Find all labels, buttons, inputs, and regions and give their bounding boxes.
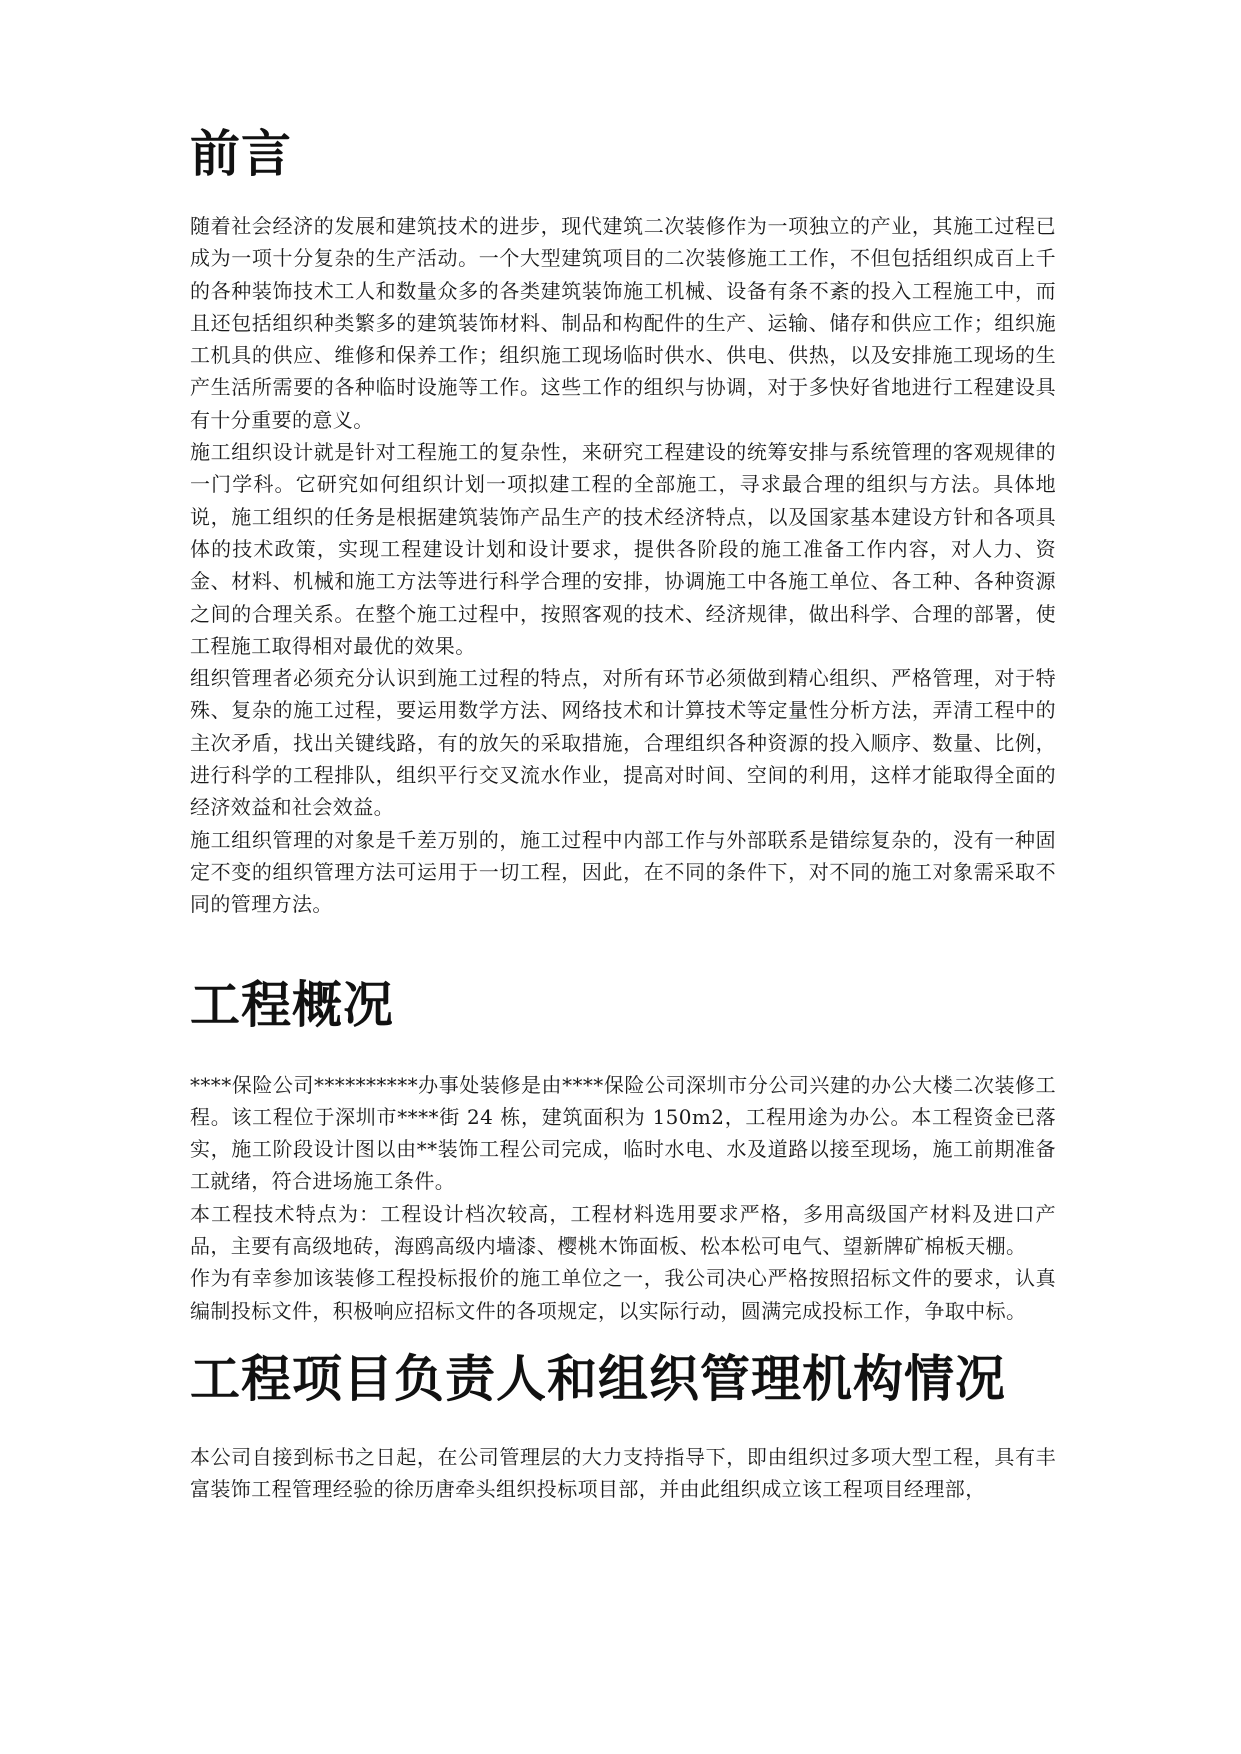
section-heading-project-management: 工程项目负责人和组织管理机构情况 [190, 1349, 1006, 1408]
document-content [190, 122, 1056, 1506]
section-heading-preface: 前言 [190, 125, 292, 183]
section-heading-project-overview: 工程概况 [190, 975, 394, 1034]
management-paragraph-1: 本公司自接到标书之日起，在公司管理层的大力支持指导下，即由组织过多项大型工程，具有丰富装饰工程管理经验的徐历唐牵头组织投标项目部，并由此组织成立该工程项目经理部， [190, 1444, 1056, 1502]
overview-paragraph-2: 本工程技术特点为：工程设计档次较高，工程材料选用要求严格，多用高级国产材料及进口产品，主要有高级地砖，海鸥高级内墙漆、樱桃木饰面板、松本松可电气、望新牌矿棉板天棚。 [190, 1201, 1056, 1259]
preface-paragraph-4: 施工组织管理的对象是千差万别的，施工过程中内部工作与外部联系是错综复杂的，没有一种固定不变的组织管理方法可运用于一切工程，因此，在不同的条件下，对不同的施工对象需采取不同的管理方法。 [190, 827, 1056, 917]
preface-paragraph-3: 组织管理者必须充分认识到施工过程的特点，对所有环节必须做到精心组织、严格管理，对于特殊、复杂的施工过程，要运用数学方法、网络技术和计算技术等定量性分析方法，弄清工程中的主次矛盾，找出关键线路，有的放矢的采取措施，合理组织各种资源的投入顺序、数量、比例，进行科学的工程排队，组织平行交叉流水作业，提高对时间、空间的利用，这样才能取得全面的经济效益和社会效益。 [190, 666, 1056, 820]
overview-paragraph-1: ****保险公司**********办事处装修是由****保险公司深圳市分公司兴建的办公大楼二次装修工程。该工程位于深圳市****街 24 栋，建筑面积为 150m2，工程用途为办公。本工程资金已落实，施工阶段设计图以由**装饰工程公司完成，临时水电、水及道路以接至现场，施工前期准备工就绪，符合进场施工条件。 [190, 1072, 1056, 1194]
overview-paragraph-3: 作为有幸参加该装修工程投标报价的施工单位之一，我公司决心严格按照招标文件的要求，认真编制投标文件，积极响应招标文件的各项规定，以实际行动，圆满完成投标工作，争取中标。 [190, 1266, 1056, 1323]
preface-paragraph-1: 随着社会经济的发展和建筑技术的进步，现代建筑二次装修作为一项独立的产业，其施工过程已成为一项十分复杂的生产活动。一个大型建筑项目的二次装修施工工作，不但包括组织成百上千的各种装饰技术工人和数量众多的各类建筑装饰施工机械、设备有条不紊的投入工程施工中，而且还包括组织种类繁多的建筑装饰材料、制品和构配件的生产、运输、储存和供应工作；组织施工机具的供应、维修和保养工作；组织施工现场临时供水、供电、供热，以及安排施工现场的生产生活所需要的各种临时设施等工作。这些工作的组织与协调，对于多快好省地进行工程建设具有十分重要的意义。 [190, 214, 1056, 432]
preface-paragraph-2: 施工组织设计就是针对工程施工的复杂性，来研究工程建设的统筹安排与系统管理的客观规律的一门学科。它研究如何组织计划一项拟建工程的全部施工，寻求最合理的组织与方法。具体地说，施工组织的任务是根据建筑装饰产品生产的技术经济特点，以及国家基本建设方针和各项具体的技术政策，实现工程建设计划和设计要求，提供各阶段的施工准备工作内容，对人力、资金、材料、机械和施工方法等进行科学合理的安排，协调施工中各施工单位、各工种、各种资源之间的合理关系。在整个施工过程中，按照客观的技术、经济规律，做出科学、合理的部署，使工程施工取得相对最优的效果。 [190, 440, 1056, 658]
